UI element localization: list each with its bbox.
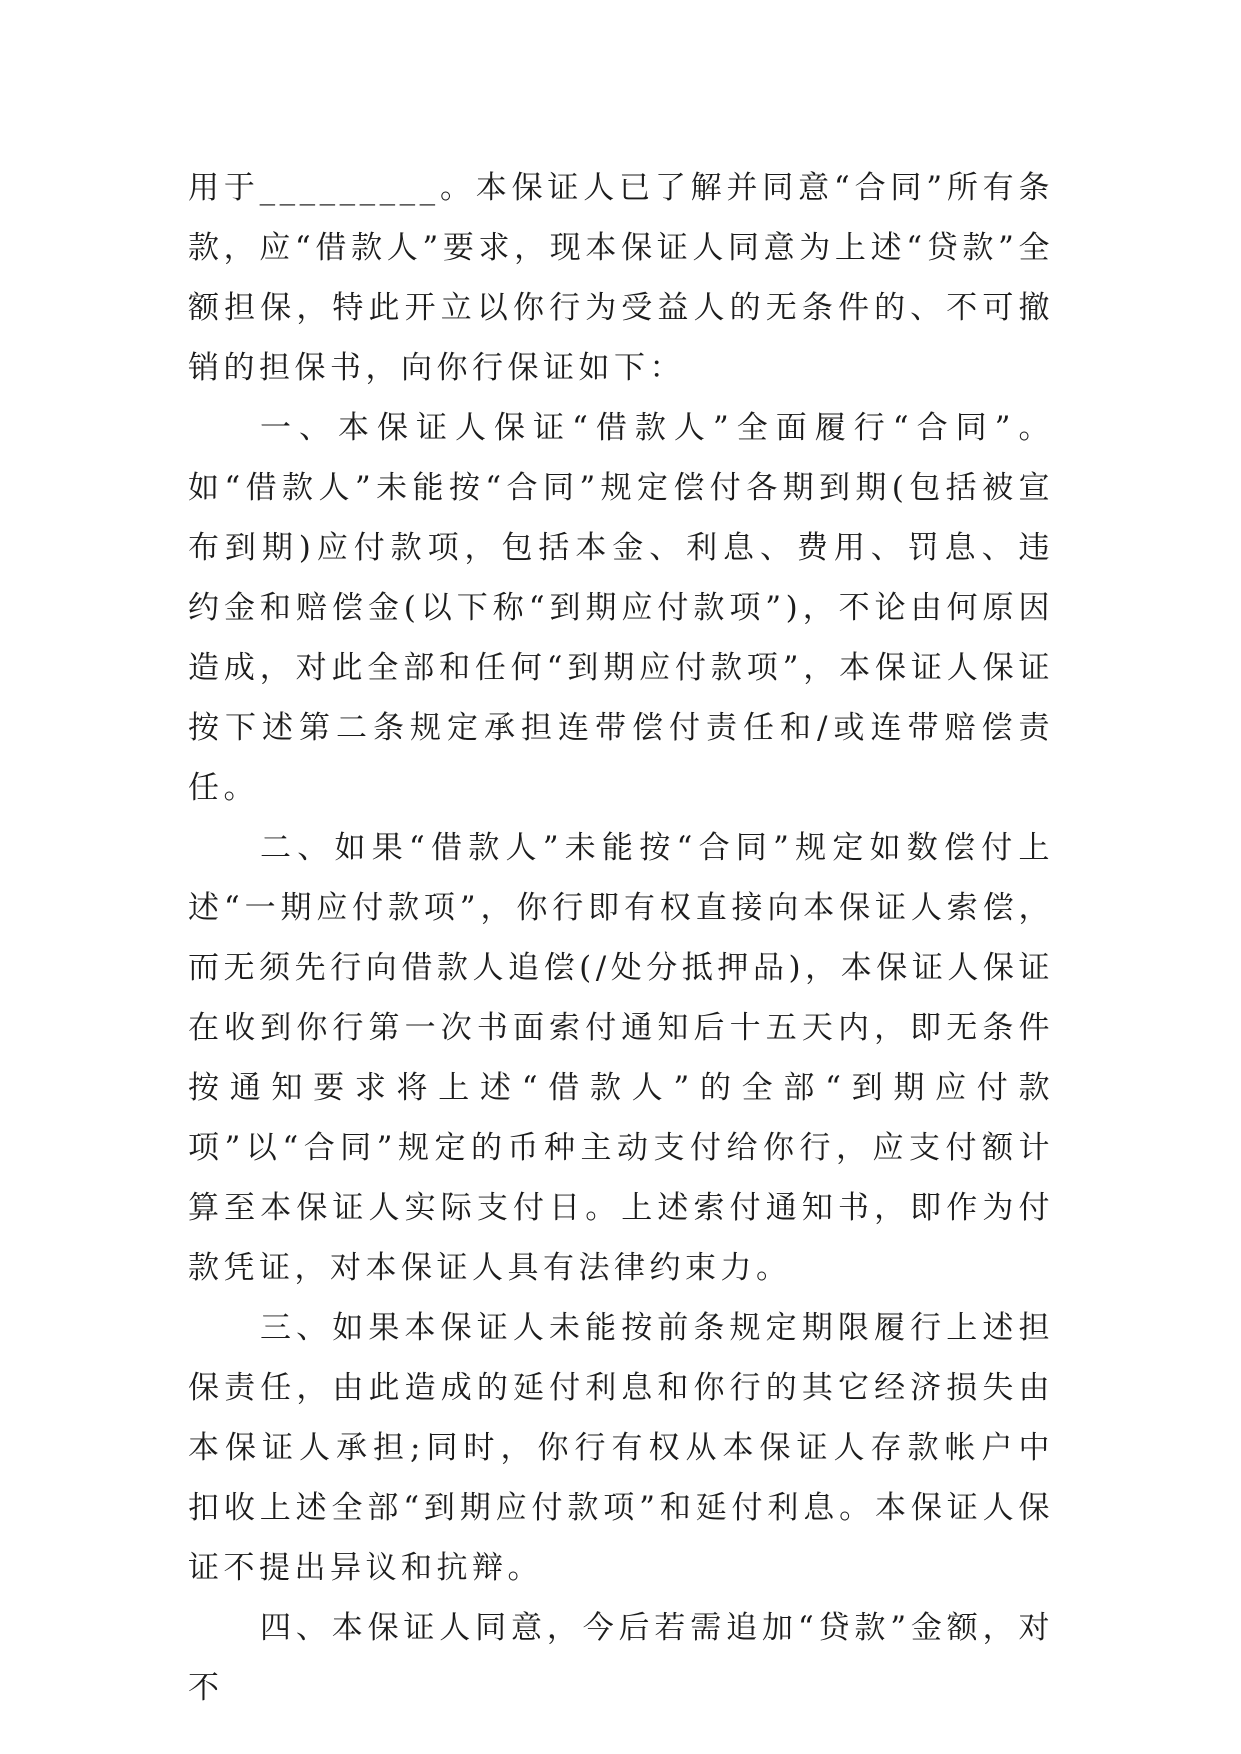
document-body — [188, 158, 1054, 1718]
paragraph-clause-4: 四、本保证人同意，今后若需追加“贷款”金额，对不 — [188, 1610, 1054, 1706]
paragraph-clause-3: 三、如果本保证人未能按前条规定期限履行上述担保责任，由此造成的延付利息和你行的其它经济损失由本保证人承担;同时，你行有权从本保证人存款帐户中扣收上述全部“到期应付款项”和延付利息。本保证人保证不提出异议和抗辩。 — [188, 1310, 1054, 1586]
paragraph-clause-2: 二、如果“借款人”未能按“合同”规定如数偿付上述“一期应付款项”，你行即有权直接向本保证人索偿，而无须先行向借款人追偿(/处分抵押品)，本保证人保证在收到你行第一次书面索付通知后十五天内，即无条件按通知要求将上述“借款人”的全部“到期应付款项”以“合同”规定的币种主动支付给你行，应支付额计算至本保证人实际支付日。上述索付通知书，即作为付款凭证，对本保证人具有法律约束力。 — [188, 830, 1054, 1286]
paragraph-clause-1: 一、本保证人保证“借款人”全面履行“合同”。如“借款人”未能按“合同”规定偿付各期到期(包括被宣布到期)应付款项，包括本金、利息、费用、罚息、违约金和赔偿金(以下称“到期应付款项”)，不论由何原因造成，对此全部和任何“到期应付款项”，本保证人保证按下述第二条规定承担连带偿付责任和/或连带赔偿责任。 — [188, 410, 1054, 806]
paragraph-intro-continuation: 用于_________。本保证人已了解并同意“合同”所有条款，应“借款人”要求，现本保证人同意为上述“贷款”全额担保，特此开立以你行为受益人的无条件的、不可撤销的担保书，向你行保证如下： — [188, 170, 1054, 386]
